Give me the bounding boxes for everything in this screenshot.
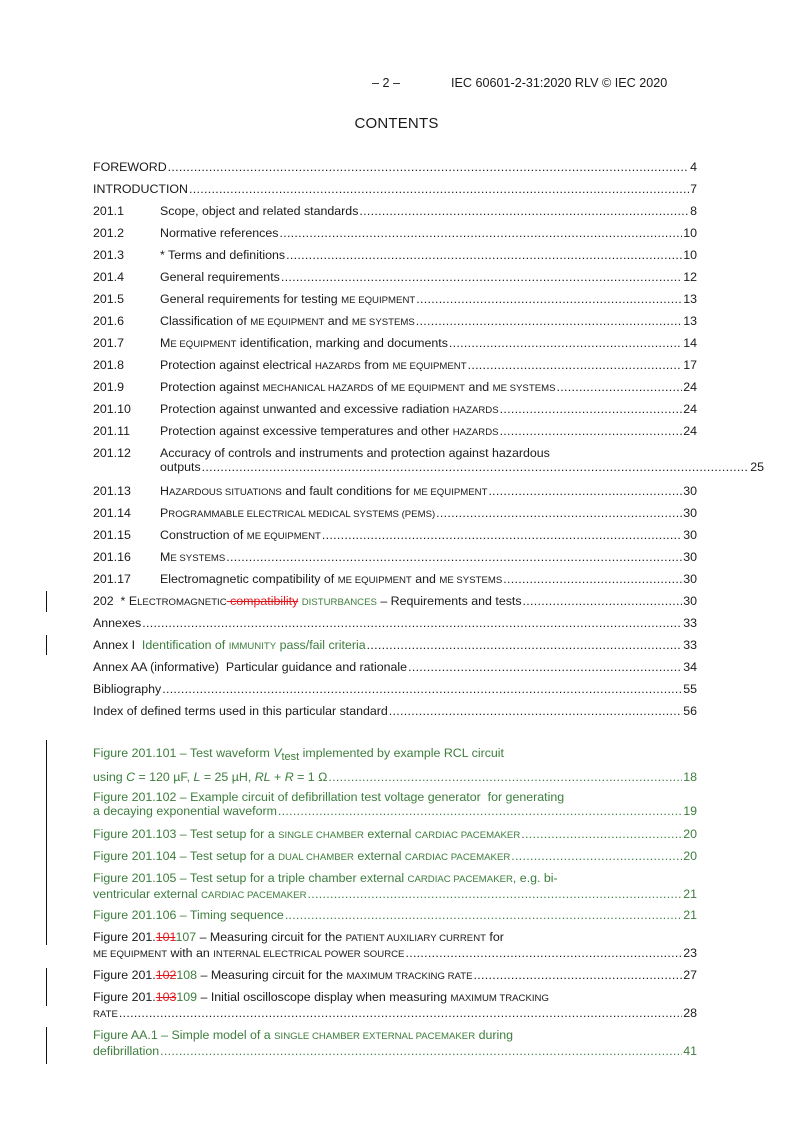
toc-entry-201-16[interactable]: 201.16 ME SYSTEMS ..... 30 xyxy=(93,550,697,566)
leader-dots xyxy=(286,248,682,262)
toc-entry-201-1[interactable]: 201.1 Scope, object and related standards ..... 8 xyxy=(93,204,697,218)
leader-dots xyxy=(308,887,683,901)
inserted-text: 109 xyxy=(176,990,198,1004)
page-ref: 30 xyxy=(683,572,697,586)
leader-dots xyxy=(500,402,683,416)
page-ref: 25 xyxy=(750,460,764,474)
leader-dots xyxy=(328,770,682,784)
page-ref: 30 xyxy=(683,550,697,564)
page-ref: 8 xyxy=(690,204,697,218)
page-ref: 27 xyxy=(683,968,697,982)
inserted-text: 108 xyxy=(176,968,198,982)
page-ref: 56 xyxy=(683,704,697,718)
figure-entry-aa-1[interactable]: Figure AA.1 – Simple model of a SINGLE CHAMBER EXTERNAL PACEMAKER during defibrillation ..... 41 xyxy=(93,1028,697,1058)
deleted-text: 102 xyxy=(155,968,177,982)
toc-entry-201-8[interactable]: 201.8 Protection against electrical HAZARDS from ME EQUIPMENT ..... 17 xyxy=(93,358,697,374)
page-ref: 30 xyxy=(683,484,697,498)
toc-entry-201-7[interactable]: 201.7 ME EQUIPMENT identification, marking and documents ..... 14 xyxy=(93,336,697,352)
figure-entry-201-109[interactable]: Figure 201.103109 – Initial oscilloscope display when measuring MAXIMUM TRACKING RATE ..... 28 xyxy=(93,990,697,1022)
page-ref: 17 xyxy=(683,358,697,372)
page-ref: 24 xyxy=(683,380,697,394)
figure-entry-201-103[interactable]: Figure 201.103 – Test setup for a SINGLE CHAMBER external CARDIAC PACEMAKER ..... 20 xyxy=(93,827,697,843)
toc-entry-introduction[interactable]: INTRODUCTION ..... 7 xyxy=(93,182,697,196)
toc-entry-201-10[interactable]: 201.10 Protection against unwanted and excessive radiation HAZARDS ..... 24 xyxy=(93,402,697,418)
change-bar xyxy=(46,591,47,612)
page-ref: 14 xyxy=(683,336,697,350)
inserted-text: DISTURBANCES xyxy=(301,597,377,608)
toc-entry-index[interactable]: Index of defined terms used in this particular standard ..... 56 xyxy=(93,704,697,718)
toc-entry-annex-i[interactable]: Annex I Identification of IMMUNITY pass/fail criteria ..... 33 xyxy=(93,638,697,654)
leader-dots xyxy=(162,682,682,696)
page-ref: 34 xyxy=(683,660,697,674)
toc-entry-201-15[interactable]: 201.15 Construction of ME EQUIPMENT ..... 30 xyxy=(93,528,697,544)
figure-entry-201-101[interactable]: Figure 201.101 – Test waveform Vtest implemented by example RCL circuit using C = 120 µF, L = 25 µH, RL + R = 1 Ω ..... 18 xyxy=(93,746,697,784)
leader-dots xyxy=(279,226,682,240)
leader-dots xyxy=(436,506,682,520)
page-ref: 18 xyxy=(683,770,697,784)
leader-dots xyxy=(405,946,682,960)
page-ref: 28 xyxy=(683,1006,697,1020)
leader-dots xyxy=(488,484,682,498)
toc-entry-201-5[interactable]: 201.5 General requirements for testing ME EQUIPMENT ..... 13 xyxy=(93,292,697,308)
deleted-text: 103 xyxy=(155,990,177,1004)
figure-entry-201-106[interactable]: Figure 201.106 – Timing sequence ..... 21 xyxy=(93,908,697,922)
page-ref: 41 xyxy=(683,1044,697,1058)
document-reference: IEC 60601-2-31:2020 RLV © IEC 2020 xyxy=(451,76,668,90)
toc-entry-201-6[interactable]: 201.6 Classification of ME EQUIPMENT and ME SYSTEMS ..... 13 xyxy=(93,314,697,330)
toc-entry-201-12[interactable]: 201.12 Accuracy of controls and instruments and protection against hazardous outputs ..... 25 xyxy=(93,446,697,474)
leader-dots xyxy=(168,160,689,174)
leader-dots xyxy=(521,827,682,841)
page-ref: 21 xyxy=(683,908,697,922)
leader-dots xyxy=(556,380,682,394)
toc-entry-201-17[interactable]: 201.17 Electromagnetic compatibility of ME EQUIPMENT and ME SYSTEMS ..... 30 xyxy=(93,572,697,588)
leader-dots xyxy=(160,1044,682,1058)
leader-dots xyxy=(449,336,682,350)
toc-entry-bibliography[interactable]: Bibliography ..... 55 xyxy=(93,682,697,696)
page-ref: 7 xyxy=(690,182,697,196)
page-ref: 19 xyxy=(683,804,697,818)
leader-dots xyxy=(408,660,682,674)
page-ref: 20 xyxy=(683,849,697,863)
page-number: – 2 – xyxy=(372,76,401,90)
page-ref: 30 xyxy=(683,528,697,542)
leader-dots xyxy=(503,572,682,586)
toc-entry-201-9[interactable]: 201.9 Protection against MECHANICAL HAZARDS of ME EQUIPMENT and ME SYSTEMS ..... 24 xyxy=(93,380,697,396)
page-ref: 12 xyxy=(683,270,697,284)
leader-dots xyxy=(468,358,683,372)
leader-dots xyxy=(367,638,683,652)
toc-entry-201-4[interactable]: 201.4 General requirements ..... 12 xyxy=(93,270,697,284)
toc-entry-foreword[interactable]: FOREWORD ..... 4 xyxy=(93,160,697,174)
toc-entry-annex-aa[interactable]: Annex AA (informative) Particular guidance and rationale ..... 34 xyxy=(93,660,697,674)
toc-entry-201-11[interactable]: 201.11 Protection against excessive temperatures and other HAZARDS ..... 24 xyxy=(93,424,697,440)
toc-entry-201-14[interactable]: 201.14 PROGRAMMABLE ELECTRICAL MEDICAL SYSTEMS (PEMS) ..... 30 xyxy=(93,506,697,522)
leader-dots xyxy=(142,616,682,630)
leader-dots xyxy=(278,804,682,818)
leader-dots xyxy=(202,460,750,474)
page-ref: 30 xyxy=(683,594,697,608)
page-ref: 24 xyxy=(683,402,697,416)
figure-entry-201-108[interactable]: Figure 201.102108 – Measuring circuit for the MAXIMUM TRACKING RATE ..... 27 xyxy=(93,968,697,984)
leader-dots xyxy=(322,528,682,542)
leader-dots xyxy=(416,314,682,328)
change-bar xyxy=(46,1027,47,1064)
toc-entry-202[interactable]: 202 * ELECTROMAGNETIC compatibility DISTURBANCES – Requirements and tests ..... 30 xyxy=(93,594,697,610)
page-ref: 33 xyxy=(683,638,697,652)
page-ref: 21 xyxy=(683,887,697,901)
change-bar xyxy=(46,740,47,945)
change-bar xyxy=(46,968,47,1006)
figure-entry-201-105[interactable]: Figure 201.105 – Test setup for a triple chamber external CARDIAC PACEMAKER, e.g. bi- ventricular external CARDIAC PACEMAKER ..... 21 xyxy=(93,871,697,903)
page-ref: 4 xyxy=(690,160,697,174)
leader-dots xyxy=(285,908,682,922)
toc-entry-201-3[interactable]: 201.3 * Terms and definitions ..... 10 xyxy=(93,248,697,262)
change-bar xyxy=(46,635,47,655)
inserted-text: 107 xyxy=(175,930,197,944)
toc-entry-annexes[interactable]: Annexes ..... 33 xyxy=(93,616,697,630)
page-ref: 24 xyxy=(683,424,697,438)
page-ref: 10 xyxy=(683,226,697,240)
leader-dots xyxy=(226,550,682,564)
leader-dots xyxy=(359,204,689,218)
figure-entry-201-104[interactable]: Figure 201.104 – Test setup for a DUAL CHAMBER external CARDIAC PACEMAKER ..... 20 xyxy=(93,849,697,865)
leader-dots xyxy=(416,292,682,306)
page-ref: 55 xyxy=(683,682,697,696)
page-ref: 13 xyxy=(683,292,697,306)
deleted-text: compatibility xyxy=(226,594,299,608)
leader-dots xyxy=(281,270,682,284)
leader-dots xyxy=(523,594,683,608)
toc-entry-201-2[interactable]: 201.2 Normative references ..... 10 xyxy=(93,226,697,240)
page-title: CONTENTS xyxy=(354,115,439,132)
page-ref: 30 xyxy=(683,506,697,520)
leader-dots xyxy=(189,182,689,196)
leader-dots xyxy=(500,424,683,438)
figure-entry-201-107[interactable]: Figure 201.101107 – Measuring circuit for the PATIENT AUXILIARY CURRENT for ME EQUIPMENT with an INTERNAL ELECTRICAL POWER SOURCE ..... 23 xyxy=(93,930,697,962)
deleted-text: 101 xyxy=(155,930,176,944)
page-ref: 13 xyxy=(683,314,697,328)
leader-dots xyxy=(511,849,682,863)
page-ref: 33 xyxy=(683,616,697,630)
leader-dots xyxy=(474,968,683,982)
toc-entry-201-13[interactable]: 201.13 HAZARDOUS SITUATIONS and fault conditions for ME EQUIPMENT ..... 30 xyxy=(93,484,697,500)
page-ref: 23 xyxy=(683,946,697,960)
page-ref: 10 xyxy=(683,248,697,262)
figure-entry-201-102[interactable]: Figure 201.102 – Example circuit of defibrillation test voltage generator for generating a decaying exponential waveform ..... 19 xyxy=(93,790,697,818)
leader-dots xyxy=(119,1006,682,1020)
page-ref: 20 xyxy=(683,827,697,841)
leader-dots xyxy=(389,704,682,718)
